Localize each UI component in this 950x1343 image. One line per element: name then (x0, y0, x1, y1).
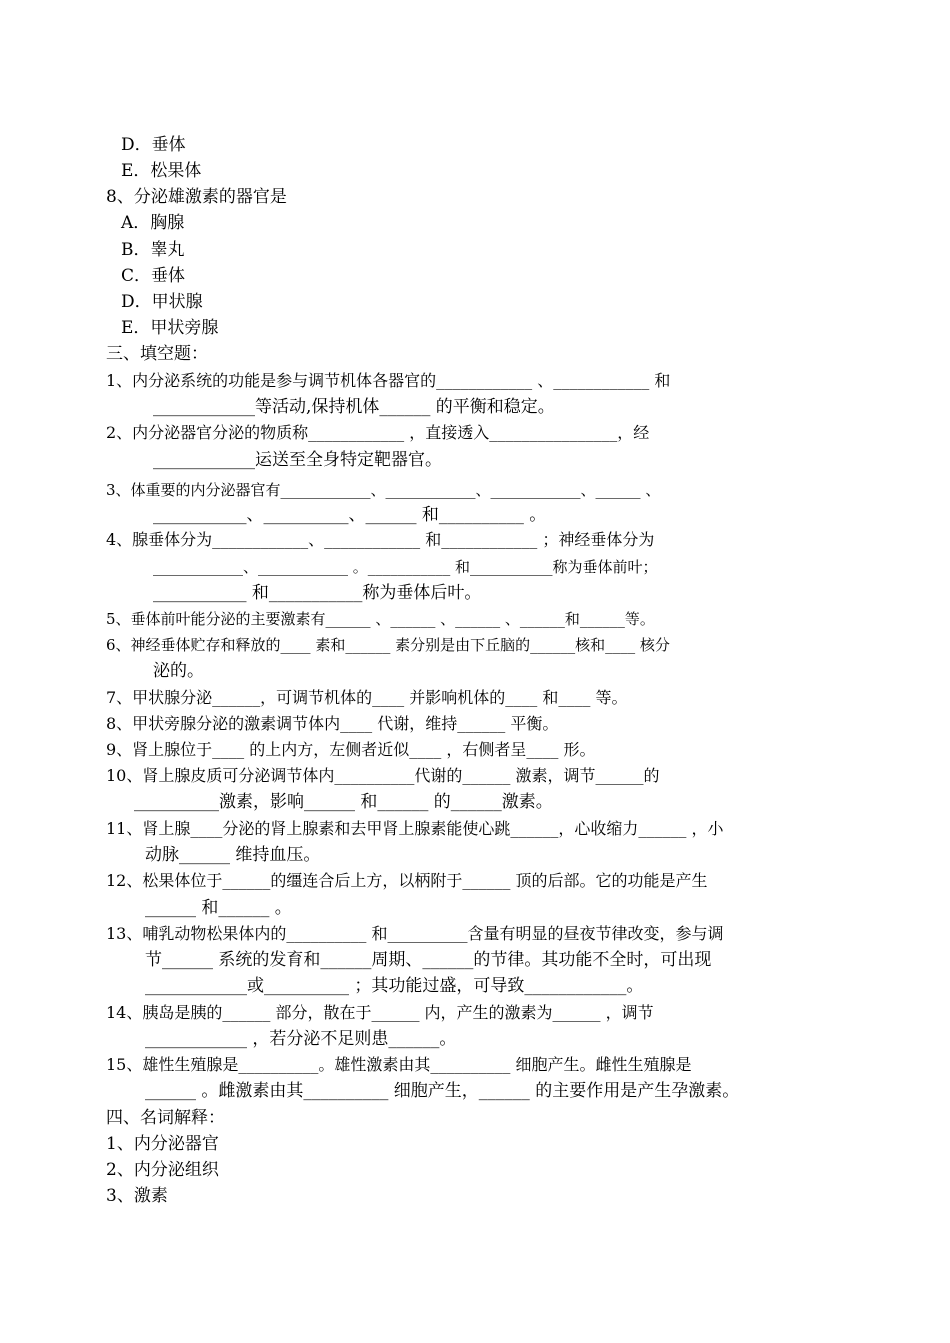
fill-question-12: 12、松果体位于______的缰连合后上方，以柄附于______ 顶的后部。它的功能是产生 (106, 871, 708, 890)
option-d: D．甲状腺 (121, 292, 203, 312)
section-heading: 三、填空题： (106, 344, 208, 364)
fill-question-9: 9、肾上腺位于____ 的上内方，左侧者近似____ ，右侧者呈____ 形。 (106, 740, 596, 759)
fill-question-13: 13、哺乳动物松果体内的__________ 和__________含量有明显的昼夜节律改变，参与调 (106, 924, 724, 943)
option-a: A．胸腺 (121, 213, 185, 233)
fill-question-4-cont: ___________ 和___________称为垂体后叶。 (153, 583, 482, 603)
fill-question-8: 8、甲状旁腺分泌的激素调节体内____ 代谢，维持______ 平衡。 (106, 714, 559, 733)
fill-question-11-cont: 动脉______ 维持血压。 (145, 845, 321, 865)
option-b: B．睾丸 (121, 240, 185, 260)
fill-question-15-cont: ______ 。雌激素由其__________ 细胞产生，______ 的主要作用是产生孕激素。 (145, 1081, 740, 1101)
fill-question-5: 5、垂体前叶能分泌的主要激素有______ 、______ 、______ 、______和______等。 (106, 610, 655, 628)
section-heading: 四、名词解释： (106, 1108, 225, 1128)
option-e: E．甲状旁腺 (121, 318, 219, 338)
fill-question-7: 7、甲状腺分泌______，可调节机体的____ 并影响机体的____ 和____ 等。 (106, 688, 628, 707)
fill-question-2-cont: ____________运送至全身特定靶器官。 (153, 450, 442, 470)
fill-question-3: 3、体重要的内分泌器官有____________、____________、____________、______ 、 (106, 481, 661, 499)
fill-question-14: 14、胰岛是胰的______ 部分，散在于______ 内，产生的激素为______ ，调节 (106, 1003, 654, 1022)
fill-question-3-cont: ___________、__________、______ 和__________ 。 (153, 505, 547, 525)
option-e: E．松果体 (121, 161, 202, 181)
fill-question-6: 6、神经垂体贮存和释放的____ 素和______ 素分别是由下丘脑的______核和____ 核分 (106, 636, 670, 654)
fill-question-2: 2、内分泌器官分泌的物质称____________ ，直接透入________________，经 (106, 423, 650, 442)
option-c: C．垂体 (121, 266, 186, 286)
question-8: 8、分泌雄激素的器官是 (106, 187, 287, 207)
fill-question-13-cont: ____________或__________ ；其功能过盛，可导致____________。 (145, 976, 644, 996)
fill-question-12-cont: ______ 和______ 。 (145, 898, 292, 918)
fill-question-15: 15、雄性生殖腺是__________。雄性激素由其__________ 细胞产生。雌性生殖腺是 (106, 1055, 692, 1074)
fill-question-10: 10、肾上腺皮质可分泌调节体内__________代谢的______ 激素，调节______的 (106, 766, 660, 785)
fill-question-14-cont: ____________ ，若分泌不足则患______。 (145, 1029, 457, 1049)
fill-question-1: 1、内分泌系统的功能是参与调节机体各器官的____________ 、____________ 和 (106, 371, 671, 390)
fill-question-13-cont: 节______ 系统的发育和______周期、______的节律。其功能不全时，可出现 (145, 950, 712, 970)
fill-question-4-cont: ____________、____________ 。___________ 和___________称为垂体前叶； (153, 558, 658, 576)
fill-question-11: 11、肾上腺____分泌的肾上腺素和去甲肾上腺素能使心跳______，心收缩力______ ，小 (106, 819, 724, 838)
term-1: 1、内分泌器官 (106, 1134, 219, 1154)
term-3: 3、激素 (106, 1186, 168, 1206)
fill-question-6-cont: 泌的。 (153, 661, 204, 681)
term-2: 2、内分泌组织 (106, 1160, 219, 1180)
option-d: D．垂体 (121, 135, 186, 155)
fill-question-10-cont: __________激素，影响______ 和______ 的______激素。 (134, 792, 553, 812)
fill-question-4: 4、腺垂体分为____________、____________ 和____________ ；神经垂体分为 (106, 530, 655, 549)
fill-question-1-cont: ____________等活动,保持机体______ 的平衡和稳定。 (153, 397, 555, 417)
